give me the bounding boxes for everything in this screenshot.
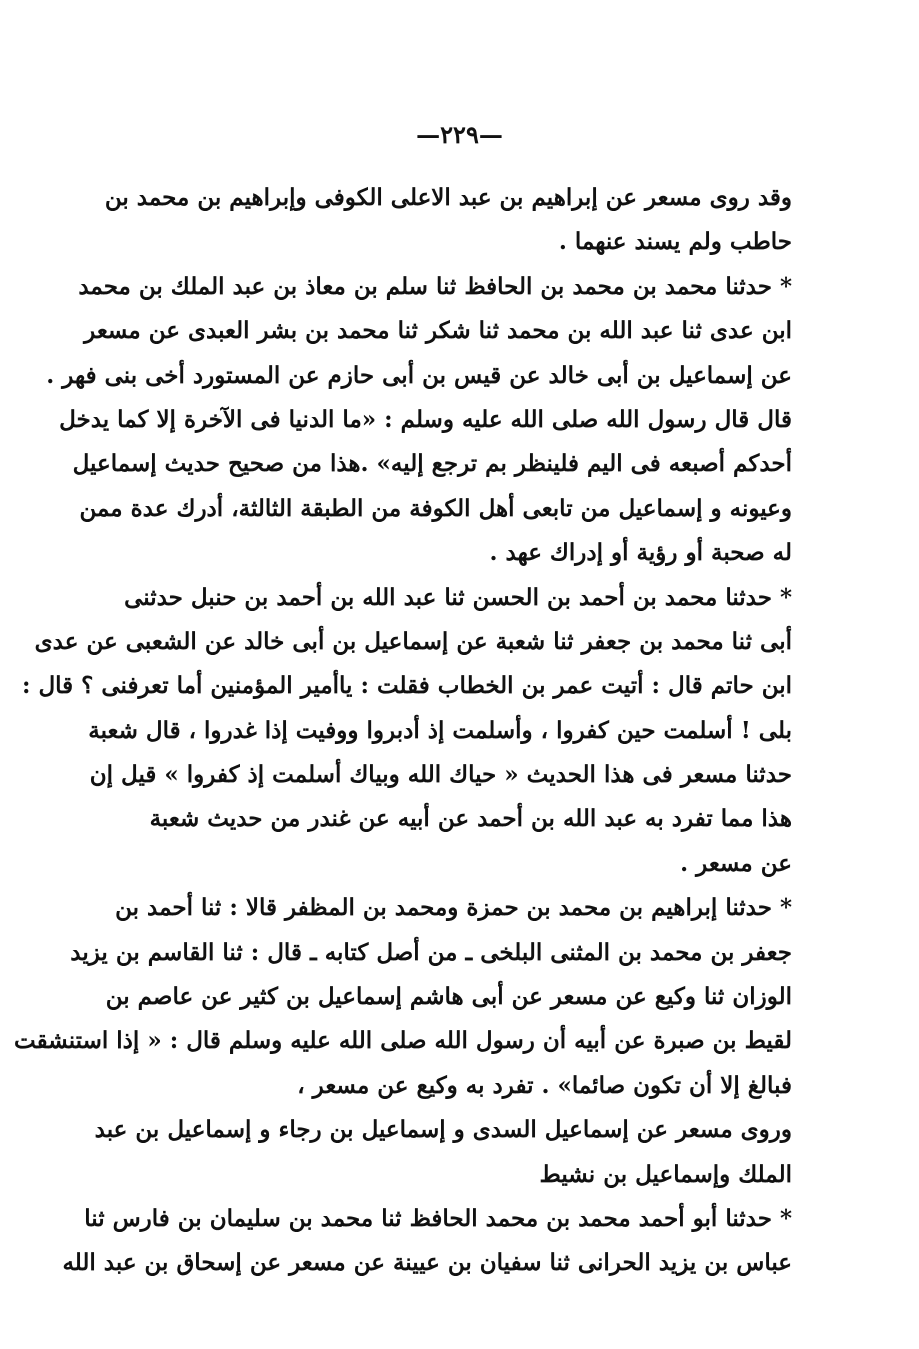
text-line: أحدكم أصبعه فى اليم فلينظر بم ترجع إليه» .هذا من صحيح حديث إسماعيل xyxy=(72,450,792,478)
text-line: بلى ! أسلمت حين كفروا ، وأسلمت إذ أدبروا ووفيت إذا غدروا ، قال شعبة xyxy=(88,716,792,744)
text-line: * حدثنا أبو أحمد محمد بن محمد الحافظ ثنا محمد بن سليمان بن فارس ثنا xyxy=(84,1204,792,1232)
text-line: عن مسعر . xyxy=(680,849,792,877)
page-body-text xyxy=(14,176,792,1286)
text-line: ابن عدى ثنا عبد الله بن محمد ثنا شكر ثنا محمد بن بشر العبدى عن مسعر xyxy=(84,317,792,345)
text-line: أبى ثنا محمد بن جعفر ثنا شعبة عن إسماعيل بن أبى خالد عن الشعبى عن عدى xyxy=(34,627,792,655)
text-line: * حدثنا محمد بن محمد بن الحافظ ثنا سلم بن معاذ بن عبد الملك بن محمد xyxy=(78,272,792,300)
text-line: حدثنا مسعر فى هذا الحديث « حياك الله وبياك أسلمت إذ كفروا » قيل إن xyxy=(89,761,792,789)
page-number: —٢٢٩— xyxy=(416,120,503,149)
text-line: هذا مما تفرد به عبد الله بن أحمد عن أبيه عن غندر من حديث شعبة xyxy=(149,805,792,833)
text-line: جعفر بن محمد بن المثنى البلخى ـ من أصل كتابه ـ قال : ثنا القاسم بن يزيد xyxy=(70,938,792,966)
text-line: وروى مسعر عن إسماعيل السدى و إسماعيل بن رجاء و إسماعيل بن عبد xyxy=(94,1116,792,1144)
text-line: الملك وإسماعيل بن نشيط xyxy=(539,1160,792,1188)
text-line: عباس بن يزيد الحرانى ثنا سفيان بن عيينة عن مسعر عن إسحاق بن عبد الله xyxy=(62,1249,792,1277)
text-line: عن إسماعيل بن أبى خالد عن قيس بن أبى حازم عن المستورد أخى بنى فهر . xyxy=(46,361,792,389)
text-line: * حدثنا إبراهيم بن محمد بن حمزة ومحمد بن المظفر قالا : ثنا أحمد بن xyxy=(115,894,792,922)
text-line: وعيونه و إسماعيل من تابعى أهل الكوفة من الطبقة الثالثة، أدرك عدة ممن xyxy=(79,494,792,522)
text-line: * حدثنا محمد بن أحمد بن الحسن ثنا عبد الله بن أحمد بن حنبل حدثنى xyxy=(124,583,792,611)
text-line: ابن حاتم قال : أتيت عمر بن الخطاب فقلت : ياأمير المؤمنين أما تعرفنى ؟ قال : xyxy=(21,672,792,700)
text-line: له صحبة أو رؤية أو إدراك عهد . xyxy=(489,539,792,567)
text-line: وقد روى مسعر عن إبراهيم بن عبد الاعلى الكوفى وإبراهيم بن محمد بن xyxy=(104,184,792,211)
text-line: الوزان ثنا وكيع عن مسعر عن أبى هاشم إسماعيل بن كثير عن عاصم بن xyxy=(105,983,792,1011)
text-line: فبالغ إلا أن تكون صائما» . تفرد به وكيع عن مسعر ، xyxy=(297,1071,792,1099)
text-line: قال قال رسول الله صلى الله عليه وسلم : «ما الدنيا فى الآخرة إلا كما يدخل xyxy=(59,405,792,433)
text-line: لقيط بن صبرة عن أبيه أن رسول الله صلى الله عليه وسلم قال : « إذا استنشقت xyxy=(14,1027,792,1055)
text-line: حاطب ولم يسند عنهما . xyxy=(558,228,792,256)
